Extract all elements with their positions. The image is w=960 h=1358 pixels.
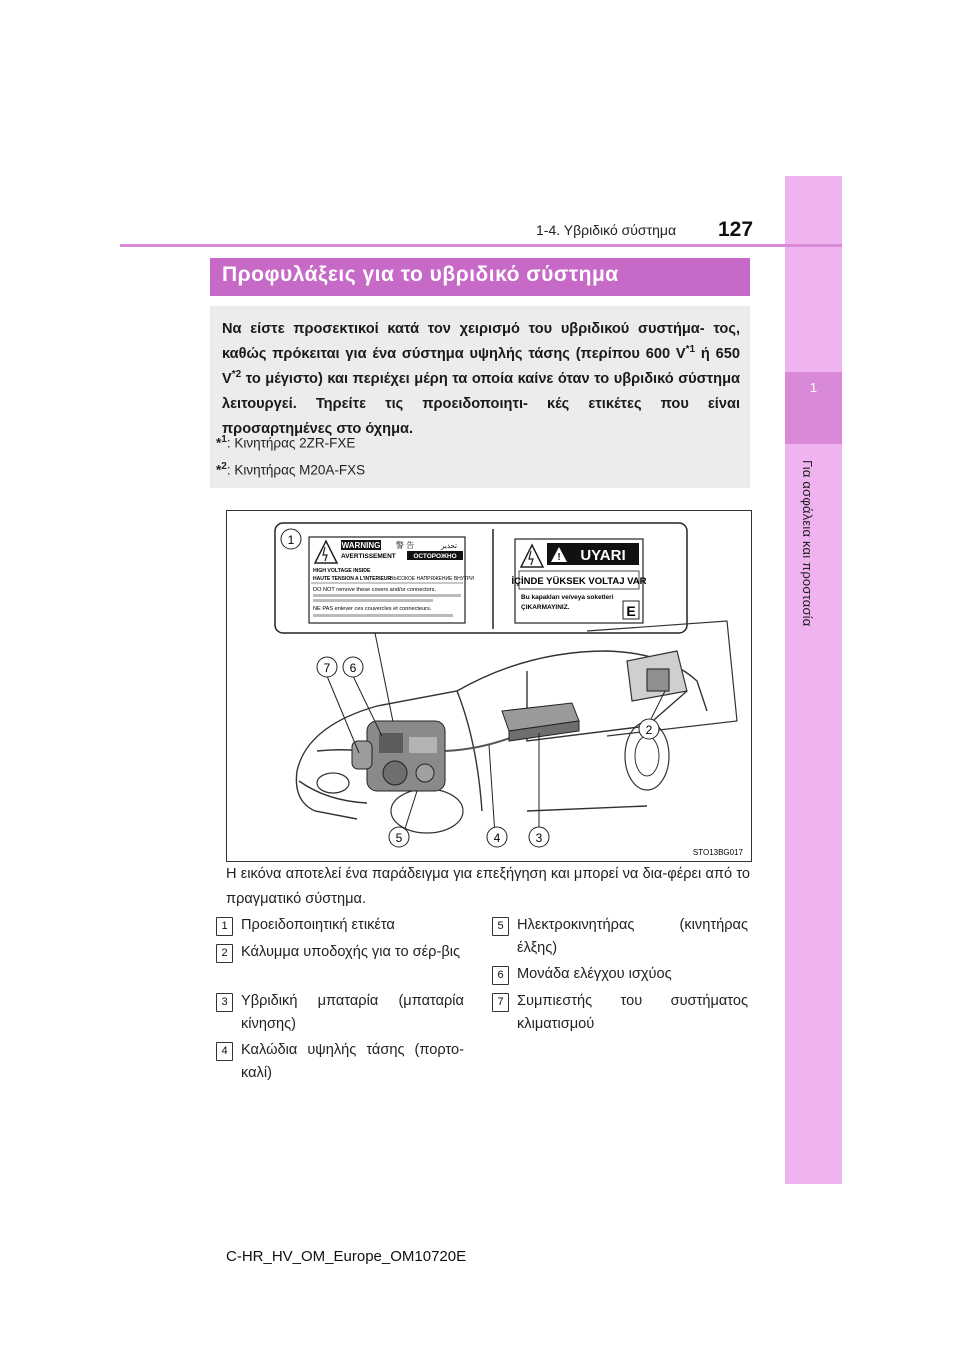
label-left-arabic: تحذير (441, 543, 457, 550)
ac-compressor (352, 741, 372, 769)
footnote-mark: * (216, 435, 222, 451)
intro-line-3b: ή 650 V (222, 346, 741, 387)
footnote-text: : Κινητήρας M20A-FXS (226, 462, 366, 478)
intro-line-3c: το μέγιστο) και περιέχει μέρη τα οποία καίνε (241, 371, 554, 387)
legend-badge: 3 (216, 993, 233, 1012)
intro-line-5: κές ετικέτες που είναι προσαρτημένες στο όχημα. (222, 396, 740, 437)
label-left-avert: AVERTISSEMENT (341, 553, 396, 560)
callout-4-num: 4 (493, 831, 501, 845)
label-left-russian: ОСТОРОЖНО (413, 553, 457, 560)
label-right-line-b: Bu kapakları ve/veya soketleri (521, 594, 614, 601)
legend-text: Συμπιεστής του συστήματος κλιματισμού (517, 993, 748, 1032)
legend-badge: 1 (216, 917, 233, 936)
intro-line-1: Να είστε προσεκτικοί κατά τον χειρισμό του υβριδικού συστήμα- (222, 321, 705, 337)
illustration-code: STO13BG017 (692, 848, 743, 857)
service-plug-area (587, 621, 737, 736)
legend-item-2 (216, 941, 464, 964)
callout-5 (389, 827, 409, 847)
legend-text: Προειδοποιητική ετικέτα (241, 917, 395, 933)
svg-text:!: ! (557, 552, 561, 563)
chapter-title (800, 460, 828, 720)
footnote-2 (216, 461, 365, 478)
illustration-caption: Η εικόνα αποτελεί ένα παράδειγμα για επεξήγηση και μπορεί να δια-φέρει από το πραγματικό σύστημα. (226, 866, 750, 907)
legend-item-1 (216, 914, 464, 937)
legend-badge: 2 (216, 944, 233, 963)
page-title: Προφυλάξεις για το υβριδικό σύστημα (222, 263, 619, 286)
legend-text: Υβριδική μπαταρία (μπαταρία κίνησης) (241, 993, 464, 1032)
page-number: 127 (718, 218, 754, 241)
intro-sup-2: *2 (231, 369, 242, 381)
label-right-line-a: İÇİNDE YÜKSEK VOLTAJ VAR (511, 576, 647, 587)
intro-sup-1: *1 (685, 344, 696, 356)
callout-3-num: 3 (535, 831, 543, 845)
label-left-line-a: HIGH VOLTAGE INSIDE (313, 568, 371, 574)
legend-item-6 (492, 963, 748, 986)
intro-line-4: όταν το υβριδικό σύστημα λειτουργεί. Τηρείτε τις προειδοποιητι- (222, 371, 740, 412)
callout-6-num: 6 (349, 661, 357, 675)
label-left-line-d: NE PAS enlever ces couvercles et connecteurs. (313, 606, 432, 612)
legend-item-7 (492, 990, 748, 1036)
illustration-svg (227, 511, 751, 861)
callout-4 (487, 827, 507, 847)
intro-line-2: τος, καθώς πρόκειται για ένα σύστημα υψηλής τάσης (περίπου (222, 321, 740, 362)
warning-label-right (512, 539, 647, 623)
callout-1-num: 1 (287, 533, 295, 547)
intro-paragraph (222, 317, 740, 442)
legend-item-3 (216, 990, 464, 1036)
engine-assembly (352, 721, 445, 791)
footnote-text: : Κινητήρας 2ZR-FXE (226, 435, 356, 451)
legend-text: Μονάδα ελέγχου ισχύος (517, 966, 672, 982)
section-title: 1-4. Υβριδικό σύστημα (536, 222, 677, 238)
callout-3 (529, 827, 549, 847)
legend-item-5 (492, 914, 748, 960)
callout-5-num: 5 (395, 831, 403, 845)
legend-item-4 (216, 1039, 464, 1085)
intro-line-3a: 600 V (645, 346, 686, 362)
callout-2-num: 2 (645, 723, 653, 737)
legend-text: Καλώδια υψηλής τάσης (πορτο-καλί) (241, 1042, 464, 1081)
legend-text: Ηλεκτροκινητήρας (κινητήρας έλξης) (517, 917, 748, 956)
footnote-1 (216, 434, 355, 451)
label-left-warning: WARNING (341, 541, 381, 550)
footnote-mark: * (216, 462, 222, 478)
legend-text: Κάλυμμα υποδοχής για το σέρ-βις (241, 944, 461, 960)
label-left-russian-b: ВЫСОКОЕ НАПРЯЖЕНИЕ ВНУТРИ (390, 576, 474, 582)
legend-badge: 6 (492, 966, 509, 985)
warning-label-left (309, 537, 474, 623)
callout-7-num: 7 (323, 661, 331, 675)
callout-2 (639, 719, 659, 739)
label-left-line-c: DO NOT remove these covers and/or connectors. (313, 587, 437, 593)
label-right-warning: UYARI (580, 547, 626, 564)
callout-7 (317, 657, 337, 677)
callout-1 (281, 529, 301, 549)
legend-badge: 4 (216, 1042, 233, 1061)
label-left-kanji: 警 告 (395, 541, 415, 550)
chapter-title-text: Για ασφάλεια και προστασία (800, 460, 815, 627)
hybrid-system-illustration (226, 510, 752, 862)
label-left-line-b: HAUTE TENSION A L'INTERIEUR (313, 576, 392, 582)
chapter-number: 1 (809, 380, 818, 395)
footnote-sup: 1 (221, 434, 227, 445)
legend-badge: 7 (492, 993, 509, 1012)
header-rule (120, 244, 842, 247)
document-footer: C-HR_HV_OM_Europe_OM10720E (226, 1248, 467, 1265)
callout-6 (343, 657, 363, 677)
label-right-letter: E (626, 603, 636, 619)
footnote-sup: 2 (221, 461, 227, 472)
legend-badge: 5 (492, 917, 509, 936)
label-right-line-c: ÇIKARMAYINIZ. (521, 604, 570, 611)
